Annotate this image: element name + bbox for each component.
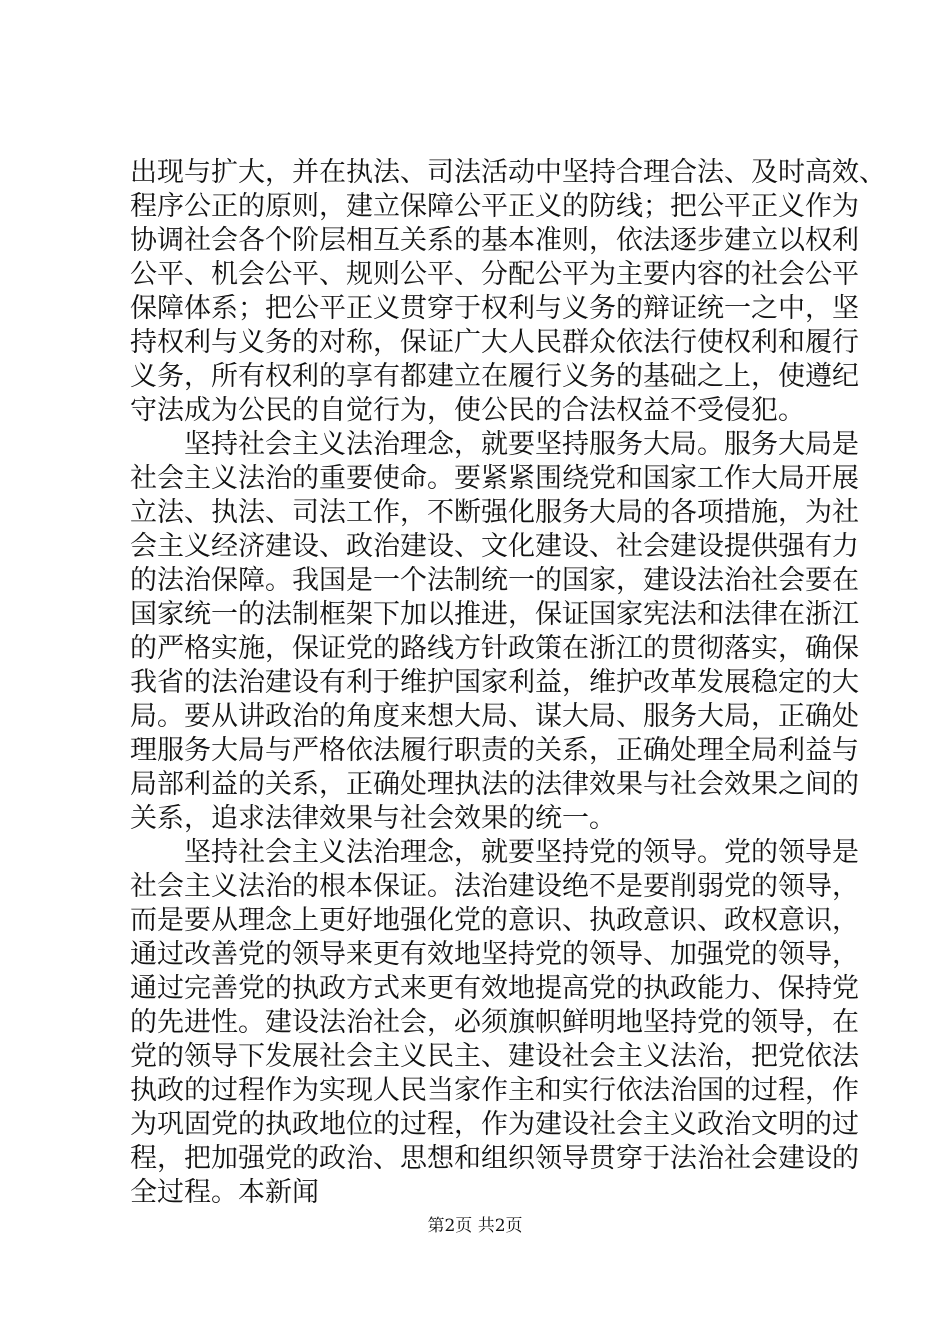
text-line: 坚持社会主义法治理念，就要坚持服务大局。服务大局是 (130, 429, 859, 460)
text-line: 我省的法治建设有利于维护国家利益，维护改革发展稳定的大 (130, 667, 859, 698)
text-line: 出现与扩大，并在执法、司法活动中坚持合理合法、及时高效、 (130, 157, 886, 188)
text-line: 的法治保障。我国是一个法制统一的国家，建设法治社会要在 (130, 565, 859, 596)
paragraph-2 (130, 428, 859, 836)
text-line: 全过程。本新闻 (130, 1177, 319, 1208)
text-line: 通过完善党的执政方式来更有效地提高党的执政能力、保持党 (130, 973, 859, 1004)
text-line: 保障体系；把公平正义贯穿于权利与义务的辩证统一之中，坚 (130, 293, 859, 324)
text-line: 国家统一的法制框架下加以推进，保证国家宪法和法律在浙江 (130, 599, 859, 630)
text-line: 程序公正的原则，建立保障公平正义的防线；把公平正义作为 (130, 191, 859, 222)
text-line: 局部利益的关系，正确处理执法的法律效果与社会效果之间的 (130, 769, 859, 800)
text-line: 关系，追求法律效果与社会效果的统一。 (130, 803, 616, 834)
text-line: 社会主义法治的根本保证。法治建设绝不是要削弱党的领导， (130, 871, 859, 902)
paragraph-1 (130, 156, 886, 428)
paragraph-3 (130, 836, 859, 1210)
text-line: 社会主义法治的重要使命。要紧紧围绕党和国家工作大局开展 (130, 463, 859, 494)
text-line: 会主义经济建设、政治建设、文化建设、社会建设提供强有力 (130, 531, 859, 562)
text-line: 而是要从理念上更好地强化党的意识、执政意识、政权意识， (130, 905, 859, 936)
text-line: 守法成为公民的自觉行为，使公民的合法权益不受侵犯。 (130, 395, 805, 426)
text-line: 通过改善党的领导来更有效地坚持党的领导、加强党的领导， (130, 939, 859, 970)
text-line: 坚持社会主义法治理念，就要坚持党的领导。党的领导是 (130, 837, 859, 868)
text-line: 持权利与义务的对称，保证广大人民群众依法行使权利和履行 (130, 327, 859, 358)
text-line: 的先进性。建设法治社会，必须旗帜鲜明地坚持党的领导，在 (130, 1007, 859, 1038)
text-line: 理服务大局与严格依法履行职责的关系，正确处理全局利益与 (130, 735, 859, 766)
document-body (130, 156, 886, 1210)
text-line: 程，把加强党的政治、思想和组织领导贯穿于法治社会建设的 (130, 1143, 859, 1174)
text-line: 公平、机会公平、规则公平、分配公平为主要内容的社会公平 (130, 259, 859, 290)
page-number-footer: 第2页 共2页 (427, 1216, 523, 1236)
text-line: 局。要从讲政治的角度来想大局、谋大局、服务大局，正确处 (130, 701, 859, 732)
text-line: 执政的过程作为实现人民当家作主和实行依法治国的过程，作 (130, 1075, 859, 1106)
text-line: 为巩固党的执政地位的过程，作为建设社会主义政治文明的过 (130, 1109, 859, 1140)
text-line: 立法、执法、司法工作，不断强化服务大局的各项措施，为社 (130, 497, 859, 528)
text-line: 党的领导下发展社会主义民主、建设社会主义法治，把党依法 (130, 1041, 859, 1072)
text-line: 协调社会各个阶层相互关系的基本准则，依法逐步建立以权利 (130, 225, 859, 256)
text-line: 义务，所有权利的享有都建立在履行义务的基础之上，使遵纪 (130, 361, 859, 392)
text-line: 的严格实施，保证党的路线方针政策在浙江的贯彻落实，确保 (130, 633, 859, 664)
